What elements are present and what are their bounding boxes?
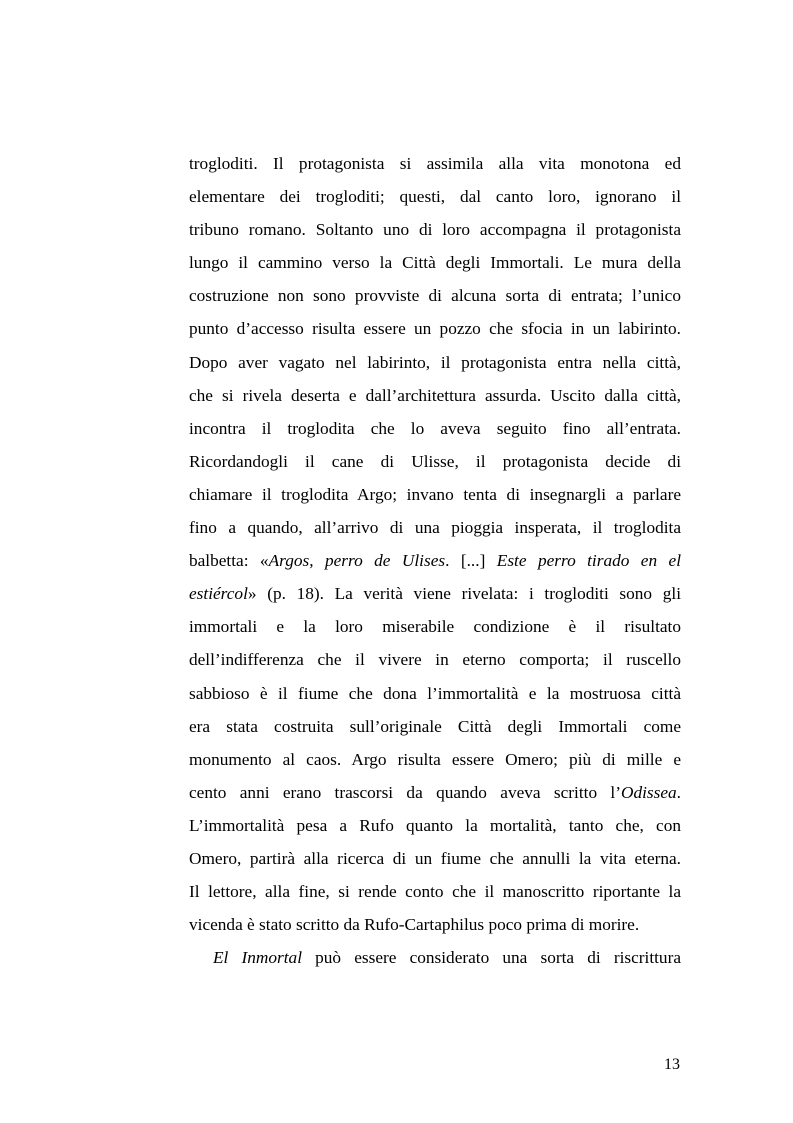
text-run: Dopo aver vagato nel labirinto, il protagonista entra nella città,: [189, 352, 681, 372]
text-line: [189, 710, 681, 743]
text-line: [189, 743, 681, 776]
text-line: [189, 577, 681, 610]
text-run: cento anni erano trascorsi da quando aveva scritto l’: [189, 782, 621, 802]
text-line: [189, 246, 681, 279]
text-line: [189, 180, 681, 213]
text-run: fino a quando, all’arrivo di una pioggia insperata, il troglodita: [189, 518, 681, 538]
italic-text: estiércol: [189, 584, 248, 604]
text-line: [189, 412, 681, 445]
text-run: punto d’accesso risulta essere un pozzo che sfocia in un labirinto.: [189, 319, 681, 339]
text-run: Ricordandogli il cane di Ulisse, il protagonista decide di: [189, 451, 681, 471]
text-line: [189, 312, 681, 345]
text-line: [189, 643, 681, 676]
text-line: [189, 379, 681, 412]
text-run: balbetta: «: [189, 551, 269, 571]
text-run: vicenda è stato scritto da Rufo-Cartaphilus poco prima di morire.: [189, 915, 640, 935]
text-run: L’immortalità pesa a Rufo quanto la mortalità, tanto che, con: [189, 815, 681, 835]
paragraph: [189, 147, 681, 941]
text-run: Il lettore, alla fine, si rende conto che il manoscritto riportante la: [189, 882, 681, 902]
text-run: elementare dei trogloditi; questi, dal canto loro, ignorano il: [189, 187, 681, 207]
text-run: . [...]: [445, 551, 497, 571]
text-line: [189, 511, 681, 544]
page-number: 13: [664, 1056, 680, 1073]
italic-text: Odissea: [620, 782, 677, 802]
italic-text: Este perro tirado en el: [496, 551, 682, 571]
text-run: trogloditi. Il protagonista si assimila alla vita monotona ed: [189, 154, 681, 173]
text-line: [189, 941, 681, 974]
text-run: » (p. 18). La verità viene rivelata: i trogloditi sono gli: [247, 584, 681, 604]
text-run: lungo il cammino verso la Città degli Immortali. Le mura della: [189, 253, 681, 273]
text-run: Omero, partirà alla ricerca di un fiume che annulli la vita eterna.: [189, 848, 681, 868]
text-run: dell’indifferenza che il vivere in eterno comporta; il ruscello: [189, 650, 681, 670]
text-run: immortali e la loro miserabile condizione è il risultato: [189, 617, 681, 637]
text-run: incontra il troglodita che lo aveva seguito fino all’entrata.: [189, 418, 681, 438]
italic-text: El Inmortal: [213, 948, 302, 968]
body-text: [189, 147, 681, 974]
text-line: [189, 809, 681, 842]
text-line: [189, 610, 681, 643]
text-run: .: [676, 782, 681, 802]
text-line: [189, 279, 681, 312]
text-run: chiamare il troglodita Argo; invano tenta di insegnargli a parlare: [189, 484, 681, 504]
text-line: [189, 147, 681, 180]
text-line: [189, 842, 681, 875]
text-run: sabbioso è il fiume che dona l’immortalità e la mostruosa città: [189, 683, 681, 703]
text-run: può essere considerato una sorta di riscrittura: [302, 948, 681, 968]
text-run: che si rivela deserta e dall’architettura assurda. Uscito dalla città,: [189, 385, 681, 405]
paragraph: [189, 941, 681, 974]
text-line: [189, 445, 681, 478]
text-run: costruzione non sono provviste di alcuna sorta di entrata; l’unico: [189, 286, 681, 306]
text-line: [189, 875, 681, 908]
italic-text: Argos, perro de Ulises: [268, 551, 446, 571]
text-line: [189, 346, 681, 379]
text-line: [189, 677, 681, 710]
text-run: tribuno romano. Soltanto uno di loro accompagna il protagonista: [189, 220, 681, 240]
text-line: [189, 478, 681, 511]
text-line: [189, 213, 681, 246]
text-line: [189, 544, 681, 577]
text-line: [189, 908, 681, 941]
text-run: monumento al caos. Argo risulta essere Omero; più di mille e: [189, 749, 681, 769]
text-run: era stata costruita sull’originale Città degli Immortali come: [189, 716, 681, 736]
text-line: [189, 776, 681, 809]
